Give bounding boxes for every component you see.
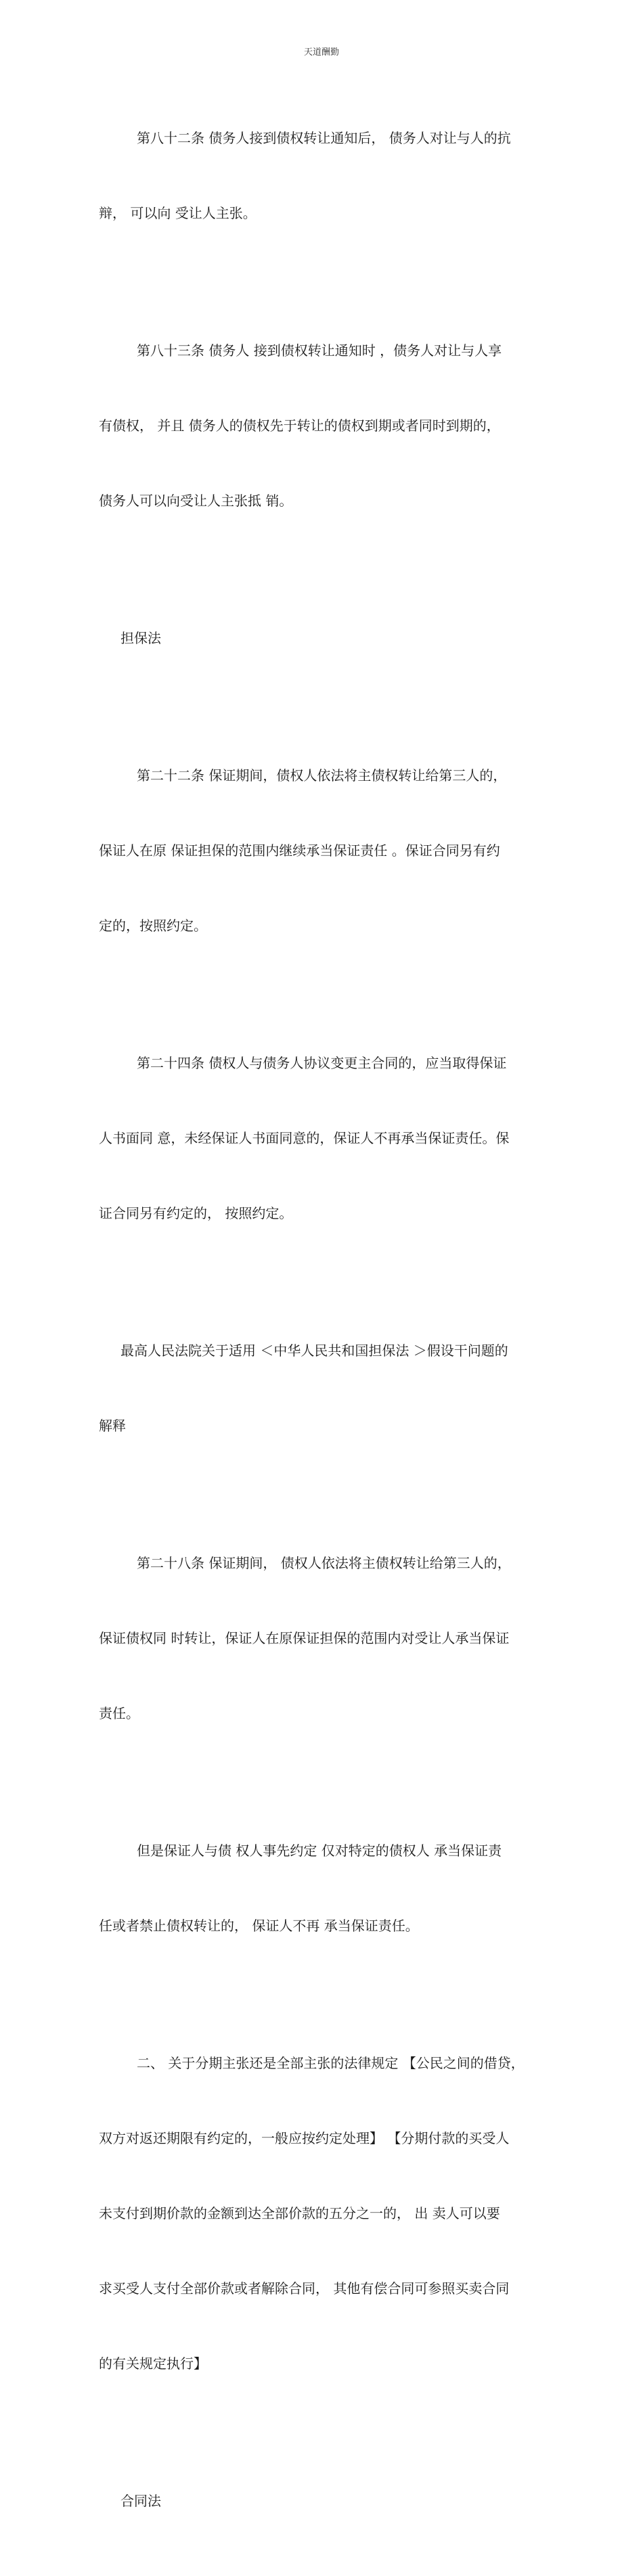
article-paragraph <box>99 76 548 276</box>
article-paragraph <box>99 1501 548 1776</box>
text-line: 但是保证人与债 权人事先约定 仅对特定的债权人 承当保证责 <box>137 1843 502 1859</box>
text-line: 第二十四条 债权人与债务人协议变更主合同的，应当取得保证 <box>137 1055 507 1071</box>
text-line: 定的，按照约定。 <box>99 918 207 934</box>
text-line: 辩， 可以向 受让人主张。 <box>99 205 257 221</box>
text-line: 最高人民法院关于适用 ＜中华人民共和国担保法 ＞假设干问题的 <box>120 1342 508 1359</box>
text-line: 合同法 <box>120 2493 161 2509</box>
article-paragraph <box>99 1001 548 1276</box>
article-paragraph <box>99 288 548 564</box>
article-paragraph <box>99 1788 548 1989</box>
article-paragraph <box>99 2001 548 2426</box>
text-line: 债务人可以向受让人主张抵 销。 <box>99 493 293 509</box>
text-line: 二、 关于分期主张还是全部主张的法律规定 【公民之间的借贷， <box>137 2055 525 2071</box>
text-line: 未支付到期价款的金额到达全部价款的五分之一的， 出 卖人可以要 <box>99 2205 500 2221</box>
section-heading <box>99 2439 548 2564</box>
document-body <box>99 76 548 2576</box>
text-line: 第八十二条 债务人接到债权转让通知后， 债务人对让与人的抗 <box>137 130 511 146</box>
text-line: 求买受人支付全部价款或者解除合同， 其他有偿合同可参照买卖合同 <box>99 2280 510 2297</box>
text-line: 解释 <box>99 1418 126 1434</box>
text-line: 第二十八条 保证期间， 债权人依法将主债权转让给第三人的， <box>137 1555 511 1571</box>
text-line: 保证债权同 时转让，保证人在原保证担保的范围内对受让人承当保证 <box>99 1630 510 1646</box>
text-line: 保证人在原 保证担保的范围内继续承当保证责任 。保证合同另有约 <box>99 842 500 859</box>
section-heading <box>99 1288 548 1489</box>
page-header: 天道酬勤 <box>303 47 339 58</box>
section-heading <box>99 576 548 701</box>
text-line: 任或者禁止债权转让的， 保证人不再 承当保证责任。 <box>99 1918 419 1934</box>
text-line: 担保法 <box>120 630 161 646</box>
text-line: 证合同另有约定的， 按照约定。 <box>99 1205 293 1221</box>
text-line: 人书面同 意，未经保证人书面同意的，保证人不再承当保证责任。保 <box>99 1130 510 1146</box>
text-line: 第八十三条 债务人 接到债权转让通知时 ，债务人对让与人享 <box>137 342 502 359</box>
text-line: 第二十二条 保证期间，债权人依法将主债权转让给第三人的， <box>137 767 507 784</box>
text-line: 的有关规定执行】 <box>99 2355 207 2372</box>
text-line: 有债权， 并且 债务人的债权先于转让的债权到期或者同时到期的， <box>99 417 500 434</box>
text-line: 双方对返还期限有约定的，一般应按约定处理】 【分期付款的买受人 <box>99 2130 510 2146</box>
text-line: 责任。 <box>99 1705 139 1721</box>
article-paragraph <box>99 713 548 989</box>
